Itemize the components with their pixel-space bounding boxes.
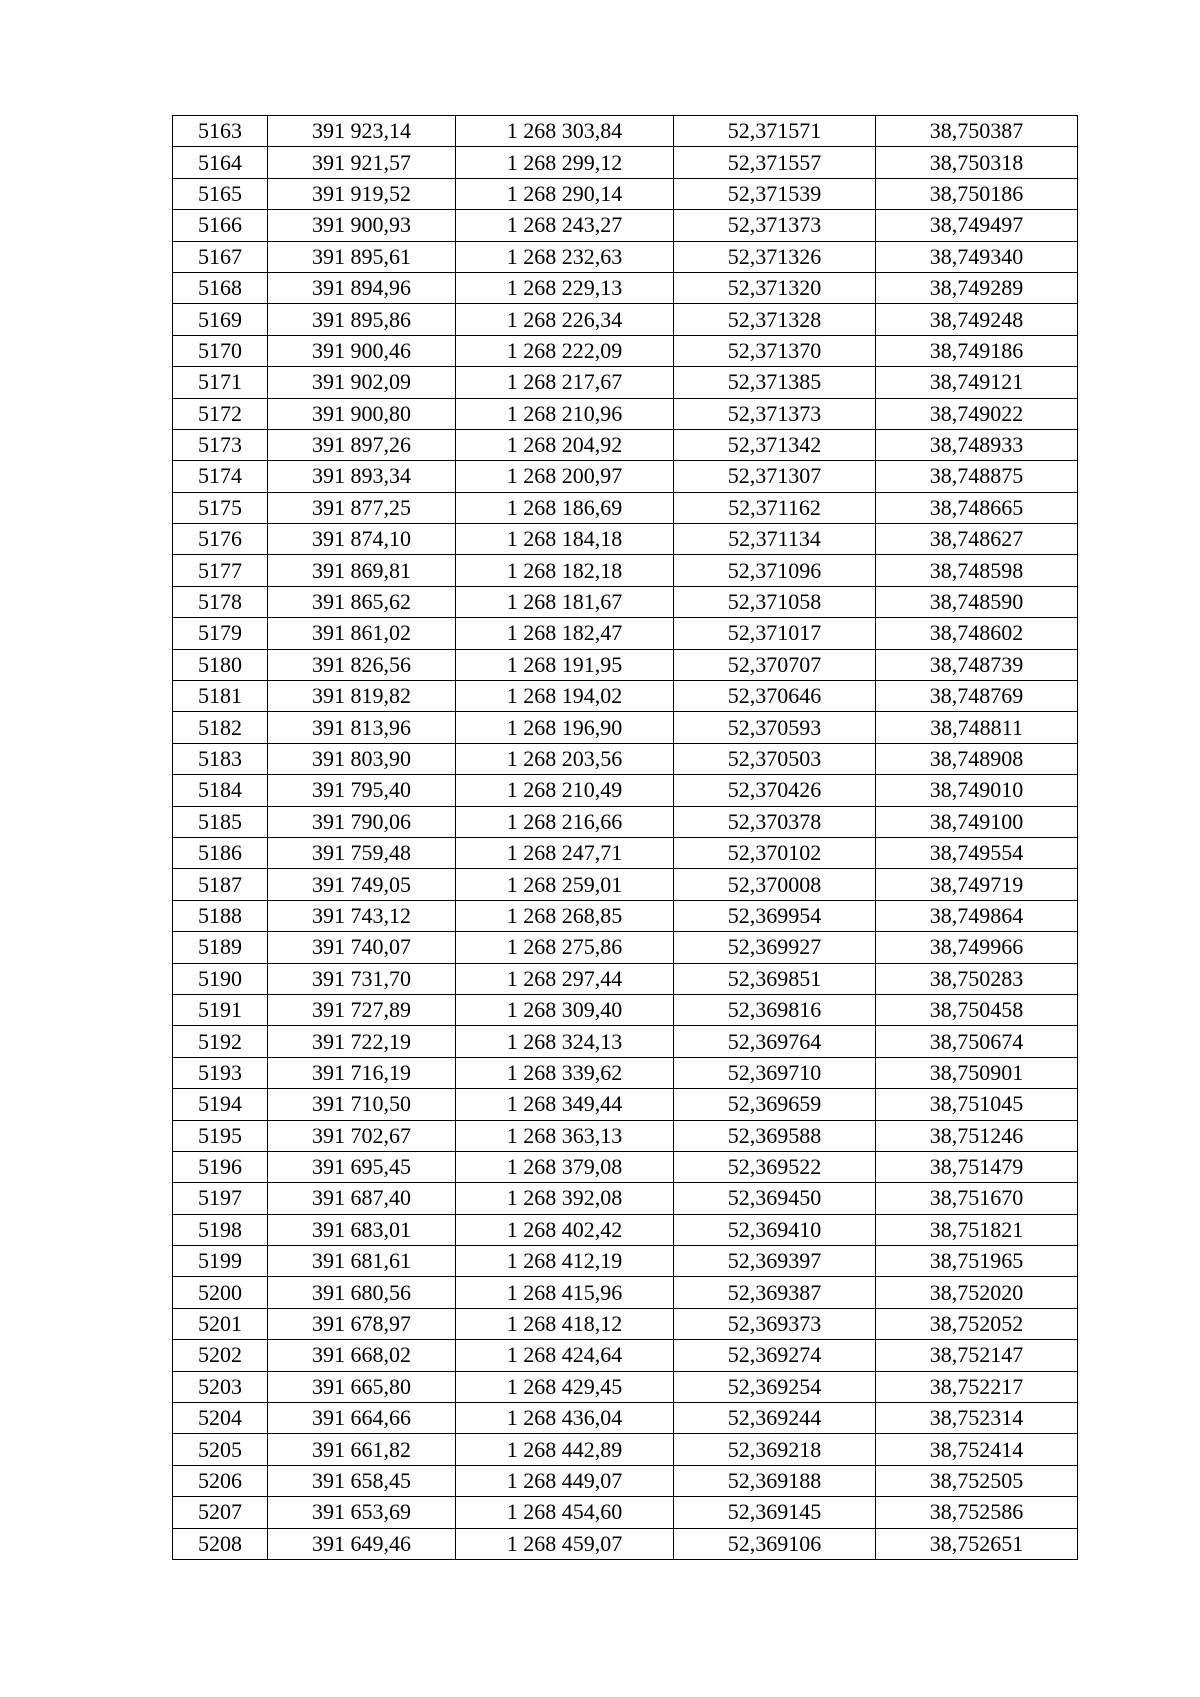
x-coordinate-cell: 391 710,50 [268,1089,456,1120]
point-number-cell: 5168 [173,272,268,303]
latitude-cell: 52,369373 [674,1308,876,1339]
latitude-cell: 52,369816 [674,994,876,1025]
y-coordinate-cell: 1 268 222,09 [456,335,674,366]
point-number-cell: 5189 [173,932,268,963]
y-coordinate-cell: 1 268 454,60 [456,1497,674,1528]
point-number-cell: 5181 [173,681,268,712]
x-coordinate-cell: 391 826,56 [268,649,456,680]
y-coordinate-cell: 1 268 415,96 [456,1277,674,1308]
table-row [173,524,1078,555]
table-row [173,775,1078,806]
table-row [173,994,1078,1025]
latitude-cell: 52,369218 [674,1434,876,1465]
point-number-cell: 5180 [173,649,268,680]
table-row [173,1434,1078,1465]
table-row [173,429,1078,460]
longitude-cell: 38,751821 [876,1214,1078,1245]
x-coordinate-cell: 391 759,48 [268,837,456,868]
point-number-cell: 5183 [173,743,268,774]
point-number-cell: 5182 [173,712,268,743]
latitude-cell: 52,370378 [674,806,876,837]
table-row [173,398,1078,429]
latitude-cell: 52,371373 [674,210,876,241]
latitude-cell: 52,371017 [674,618,876,649]
table-row [173,1026,1078,1057]
table-row [173,1403,1078,1434]
longitude-cell: 38,748590 [876,586,1078,617]
table-row [173,1340,1078,1371]
latitude-cell: 52,371307 [674,461,876,492]
latitude-cell: 52,369450 [674,1183,876,1214]
table-row [173,178,1078,209]
point-number-cell: 5171 [173,367,268,398]
x-coordinate-cell: 391 803,90 [268,743,456,774]
x-coordinate-cell: 391 683,01 [268,1214,456,1245]
y-coordinate-cell: 1 268 449,07 [456,1465,674,1496]
longitude-cell: 38,748933 [876,429,1078,460]
x-coordinate-cell: 391 790,06 [268,806,456,837]
y-coordinate-cell: 1 268 309,40 [456,994,674,1025]
point-number-cell: 5175 [173,492,268,523]
point-number-cell: 5194 [173,1089,268,1120]
y-coordinate-cell: 1 268 184,18 [456,524,674,555]
latitude-cell: 52,369954 [674,900,876,931]
y-coordinate-cell: 1 268 303,84 [456,116,674,147]
table-row [173,492,1078,523]
longitude-cell: 38,752586 [876,1497,1078,1528]
table-row [173,1308,1078,1339]
longitude-cell: 38,749719 [876,869,1078,900]
table-row [173,837,1078,868]
table-row [173,116,1078,147]
table-row [173,367,1078,398]
table-row [173,681,1078,712]
x-coordinate-cell: 391 731,70 [268,963,456,994]
latitude-cell: 52,371134 [674,524,876,555]
y-coordinate-cell: 1 268 418,12 [456,1308,674,1339]
point-number-cell: 5163 [173,116,268,147]
point-number-cell: 5190 [173,963,268,994]
latitude-cell: 52,369397 [674,1246,876,1277]
x-coordinate-cell: 391 869,81 [268,555,456,586]
x-coordinate-cell: 391 665,80 [268,1371,456,1402]
y-coordinate-cell: 1 268 226,34 [456,304,674,335]
y-coordinate-cell: 1 268 424,64 [456,1340,674,1371]
longitude-cell: 38,750318 [876,147,1078,178]
longitude-cell: 38,750674 [876,1026,1078,1057]
longitude-cell: 38,749010 [876,775,1078,806]
point-number-cell: 5176 [173,524,268,555]
table-row [173,649,1078,680]
longitude-cell: 38,751965 [876,1246,1078,1277]
latitude-cell: 52,369145 [674,1497,876,1528]
point-number-cell: 5188 [173,900,268,931]
latitude-cell: 52,369659 [674,1089,876,1120]
longitude-cell: 38,748598 [876,555,1078,586]
longitude-cell: 38,752147 [876,1340,1078,1371]
longitude-cell: 38,752505 [876,1465,1078,1496]
y-coordinate-cell: 1 268 182,47 [456,618,674,649]
table-row [173,272,1078,303]
table-row [173,1183,1078,1214]
point-number-cell: 5179 [173,618,268,649]
latitude-cell: 52,370503 [674,743,876,774]
point-number-cell: 5204 [173,1403,268,1434]
y-coordinate-cell: 1 268 324,13 [456,1026,674,1057]
longitude-cell: 38,749864 [876,900,1078,931]
y-coordinate-cell: 1 268 203,56 [456,743,674,774]
latitude-cell: 52,371557 [674,147,876,178]
table-row [173,304,1078,335]
y-coordinate-cell: 1 268 402,42 [456,1214,674,1245]
table-row [173,1497,1078,1528]
y-coordinate-cell: 1 268 181,67 [456,586,674,617]
x-coordinate-cell: 391 740,07 [268,932,456,963]
point-number-cell: 5195 [173,1120,268,1151]
y-coordinate-cell: 1 268 194,02 [456,681,674,712]
table-row [173,555,1078,586]
y-coordinate-cell: 1 268 412,19 [456,1246,674,1277]
latitude-cell: 52,369764 [674,1026,876,1057]
point-number-cell: 5184 [173,775,268,806]
latitude-cell: 52,371571 [674,116,876,147]
x-coordinate-cell: 391 900,93 [268,210,456,241]
x-coordinate-cell: 391 813,96 [268,712,456,743]
y-coordinate-cell: 1 268 243,27 [456,210,674,241]
longitude-cell: 38,749554 [876,837,1078,868]
point-number-cell: 5185 [173,806,268,837]
longitude-cell: 38,750901 [876,1057,1078,1088]
point-number-cell: 5202 [173,1340,268,1371]
x-coordinate-cell: 391 702,67 [268,1120,456,1151]
point-number-cell: 5172 [173,398,268,429]
point-number-cell: 5199 [173,1246,268,1277]
table-row [173,806,1078,837]
x-coordinate-cell: 391 653,69 [268,1497,456,1528]
x-coordinate-cell: 391 687,40 [268,1183,456,1214]
longitude-cell: 38,748811 [876,712,1078,743]
longitude-cell: 38,751045 [876,1089,1078,1120]
y-coordinate-cell: 1 268 339,62 [456,1057,674,1088]
latitude-cell: 52,369588 [674,1120,876,1151]
longitude-cell: 38,751246 [876,1120,1078,1151]
x-coordinate-cell: 391 668,02 [268,1340,456,1371]
longitude-cell: 38,749497 [876,210,1078,241]
y-coordinate-cell: 1 268 182,18 [456,555,674,586]
point-number-cell: 5178 [173,586,268,617]
y-coordinate-cell: 1 268 290,14 [456,178,674,209]
x-coordinate-cell: 391 919,52 [268,178,456,209]
latitude-cell: 52,371096 [674,555,876,586]
latitude-cell: 52,369188 [674,1465,876,1496]
point-number-cell: 5165 [173,178,268,209]
longitude-cell: 38,752414 [876,1434,1078,1465]
longitude-cell: 38,749340 [876,241,1078,272]
table-row [173,1465,1078,1496]
point-number-cell: 5203 [173,1371,268,1402]
y-coordinate-cell: 1 268 216,66 [456,806,674,837]
table-row [173,1246,1078,1277]
x-coordinate-cell: 391 900,80 [268,398,456,429]
longitude-cell: 38,750283 [876,963,1078,994]
table-row [173,461,1078,492]
x-coordinate-cell: 391 894,96 [268,272,456,303]
table-row [173,586,1078,617]
latitude-cell: 52,369927 [674,932,876,963]
x-coordinate-cell: 391 874,10 [268,524,456,555]
point-number-cell: 5201 [173,1308,268,1339]
x-coordinate-cell: 391 921,57 [268,147,456,178]
point-number-cell: 5198 [173,1214,268,1245]
x-coordinate-cell: 391 893,34 [268,461,456,492]
latitude-cell: 52,369710 [674,1057,876,1088]
x-coordinate-cell: 391 661,82 [268,1434,456,1465]
y-coordinate-cell: 1 268 259,01 [456,869,674,900]
point-number-cell: 5186 [173,837,268,868]
latitude-cell: 52,369522 [674,1151,876,1182]
table-row [173,900,1078,931]
x-coordinate-cell: 391 865,62 [268,586,456,617]
longitude-cell: 38,752217 [876,1371,1078,1402]
x-coordinate-cell: 391 923,14 [268,116,456,147]
latitude-cell: 52,370102 [674,837,876,868]
point-number-cell: 5169 [173,304,268,335]
y-coordinate-cell: 1 268 210,96 [456,398,674,429]
point-number-cell: 5205 [173,1434,268,1465]
longitude-cell: 38,752052 [876,1308,1078,1339]
point-number-cell: 5200 [173,1277,268,1308]
latitude-cell: 52,369106 [674,1528,876,1559]
latitude-cell: 52,371328 [674,304,876,335]
longitude-cell: 38,748908 [876,743,1078,774]
x-coordinate-cell: 391 695,45 [268,1151,456,1182]
longitude-cell: 38,751670 [876,1183,1078,1214]
longitude-cell: 38,750458 [876,994,1078,1025]
x-coordinate-cell: 391 861,02 [268,618,456,649]
longitude-cell: 38,752314 [876,1403,1078,1434]
longitude-cell: 38,749966 [876,932,1078,963]
y-coordinate-cell: 1 268 459,07 [456,1528,674,1559]
x-coordinate-cell: 391 681,61 [268,1246,456,1277]
latitude-cell: 52,369254 [674,1371,876,1402]
x-coordinate-cell: 391 897,26 [268,429,456,460]
point-number-cell: 5206 [173,1465,268,1496]
longitude-cell: 38,749022 [876,398,1078,429]
longitude-cell: 38,749186 [876,335,1078,366]
longitude-cell: 38,749248 [876,304,1078,335]
longitude-cell: 38,748602 [876,618,1078,649]
y-coordinate-cell: 1 268 297,44 [456,963,674,994]
table-row [173,1089,1078,1120]
y-coordinate-cell: 1 268 229,13 [456,272,674,303]
latitude-cell: 52,370008 [674,869,876,900]
y-coordinate-cell: 1 268 392,08 [456,1183,674,1214]
y-coordinate-cell: 1 268 247,71 [456,837,674,868]
point-number-cell: 5208 [173,1528,268,1559]
y-coordinate-cell: 1 268 196,90 [456,712,674,743]
point-number-cell: 5164 [173,147,268,178]
y-coordinate-cell: 1 268 210,49 [456,775,674,806]
latitude-cell: 52,371162 [674,492,876,523]
y-coordinate-cell: 1 268 436,04 [456,1403,674,1434]
longitude-cell: 38,748627 [876,524,1078,555]
y-coordinate-cell: 1 268 275,86 [456,932,674,963]
point-number-cell: 5191 [173,994,268,1025]
latitude-cell: 52,371058 [674,586,876,617]
longitude-cell: 38,748769 [876,681,1078,712]
y-coordinate-cell: 1 268 186,69 [456,492,674,523]
x-coordinate-cell: 391 722,19 [268,1026,456,1057]
longitude-cell: 38,748739 [876,649,1078,680]
table-row [173,335,1078,366]
x-coordinate-cell: 391 680,56 [268,1277,456,1308]
x-coordinate-cell: 391 795,40 [268,775,456,806]
y-coordinate-cell: 1 268 204,92 [456,429,674,460]
table-row [173,932,1078,963]
table-row [173,743,1078,774]
table-row [173,210,1078,241]
latitude-cell: 52,371326 [674,241,876,272]
x-coordinate-cell: 391 658,45 [268,1465,456,1496]
longitude-cell: 38,750387 [876,116,1078,147]
coordinates-table [172,115,1078,1560]
point-number-cell: 5173 [173,429,268,460]
coordinates-table-body [173,116,1078,1560]
point-number-cell: 5187 [173,869,268,900]
latitude-cell: 52,370646 [674,681,876,712]
point-number-cell: 5166 [173,210,268,241]
latitude-cell: 52,370593 [674,712,876,743]
latitude-cell: 52,369244 [674,1403,876,1434]
x-coordinate-cell: 391 900,46 [268,335,456,366]
longitude-cell: 38,748875 [876,461,1078,492]
point-number-cell: 5207 [173,1497,268,1528]
latitude-cell: 52,370426 [674,775,876,806]
x-coordinate-cell: 391 743,12 [268,900,456,931]
point-number-cell: 5167 [173,241,268,272]
point-number-cell: 5193 [173,1057,268,1088]
table-row [173,147,1078,178]
x-coordinate-cell: 391 678,97 [268,1308,456,1339]
y-coordinate-cell: 1 268 349,44 [456,1089,674,1120]
y-coordinate-cell: 1 268 299,12 [456,147,674,178]
table-row [173,241,1078,272]
latitude-cell: 52,369410 [674,1214,876,1245]
longitude-cell: 38,748665 [876,492,1078,523]
latitude-cell: 52,371370 [674,335,876,366]
point-number-cell: 5174 [173,461,268,492]
x-coordinate-cell: 391 649,46 [268,1528,456,1559]
x-coordinate-cell: 391 877,25 [268,492,456,523]
x-coordinate-cell: 391 727,89 [268,994,456,1025]
latitude-cell: 52,371320 [674,272,876,303]
table-row [173,618,1078,649]
longitude-cell: 38,749121 [876,367,1078,398]
latitude-cell: 52,371539 [674,178,876,209]
table-row [173,869,1078,900]
latitude-cell: 52,370707 [674,649,876,680]
x-coordinate-cell: 391 895,61 [268,241,456,272]
point-number-cell: 5177 [173,555,268,586]
latitude-cell: 52,369274 [674,1340,876,1371]
table-row [173,1120,1078,1151]
x-coordinate-cell: 391 902,09 [268,367,456,398]
latitude-cell: 52,369851 [674,963,876,994]
longitude-cell: 38,751479 [876,1151,1078,1182]
table-row [173,1371,1078,1402]
longitude-cell: 38,750186 [876,178,1078,209]
table-row [173,1528,1078,1559]
y-coordinate-cell: 1 268 429,45 [456,1371,674,1402]
latitude-cell: 52,371385 [674,367,876,398]
table-row [173,1214,1078,1245]
x-coordinate-cell: 391 664,66 [268,1403,456,1434]
y-coordinate-cell: 1 268 379,08 [456,1151,674,1182]
longitude-cell: 38,749100 [876,806,1078,837]
y-coordinate-cell: 1 268 363,13 [456,1120,674,1151]
y-coordinate-cell: 1 268 200,97 [456,461,674,492]
y-coordinate-cell: 1 268 268,85 [456,900,674,931]
point-number-cell: 5196 [173,1151,268,1182]
table-row [173,712,1078,743]
y-coordinate-cell: 1 268 232,63 [456,241,674,272]
table-row [173,1057,1078,1088]
latitude-cell: 52,369387 [674,1277,876,1308]
y-coordinate-cell: 1 268 442,89 [456,1434,674,1465]
table-row [173,1151,1078,1182]
latitude-cell: 52,371342 [674,429,876,460]
point-number-cell: 5170 [173,335,268,366]
x-coordinate-cell: 391 895,86 [268,304,456,335]
latitude-cell: 52,371373 [674,398,876,429]
x-coordinate-cell: 391 716,19 [268,1057,456,1088]
y-coordinate-cell: 1 268 191,95 [456,649,674,680]
x-coordinate-cell: 391 749,05 [268,869,456,900]
longitude-cell: 38,752651 [876,1528,1078,1559]
longitude-cell: 38,752020 [876,1277,1078,1308]
table-row [173,963,1078,994]
longitude-cell: 38,749289 [876,272,1078,303]
point-number-cell: 5197 [173,1183,268,1214]
x-coordinate-cell: 391 819,82 [268,681,456,712]
y-coordinate-cell: 1 268 217,67 [456,367,674,398]
point-number-cell: 5192 [173,1026,268,1057]
table-row [173,1277,1078,1308]
